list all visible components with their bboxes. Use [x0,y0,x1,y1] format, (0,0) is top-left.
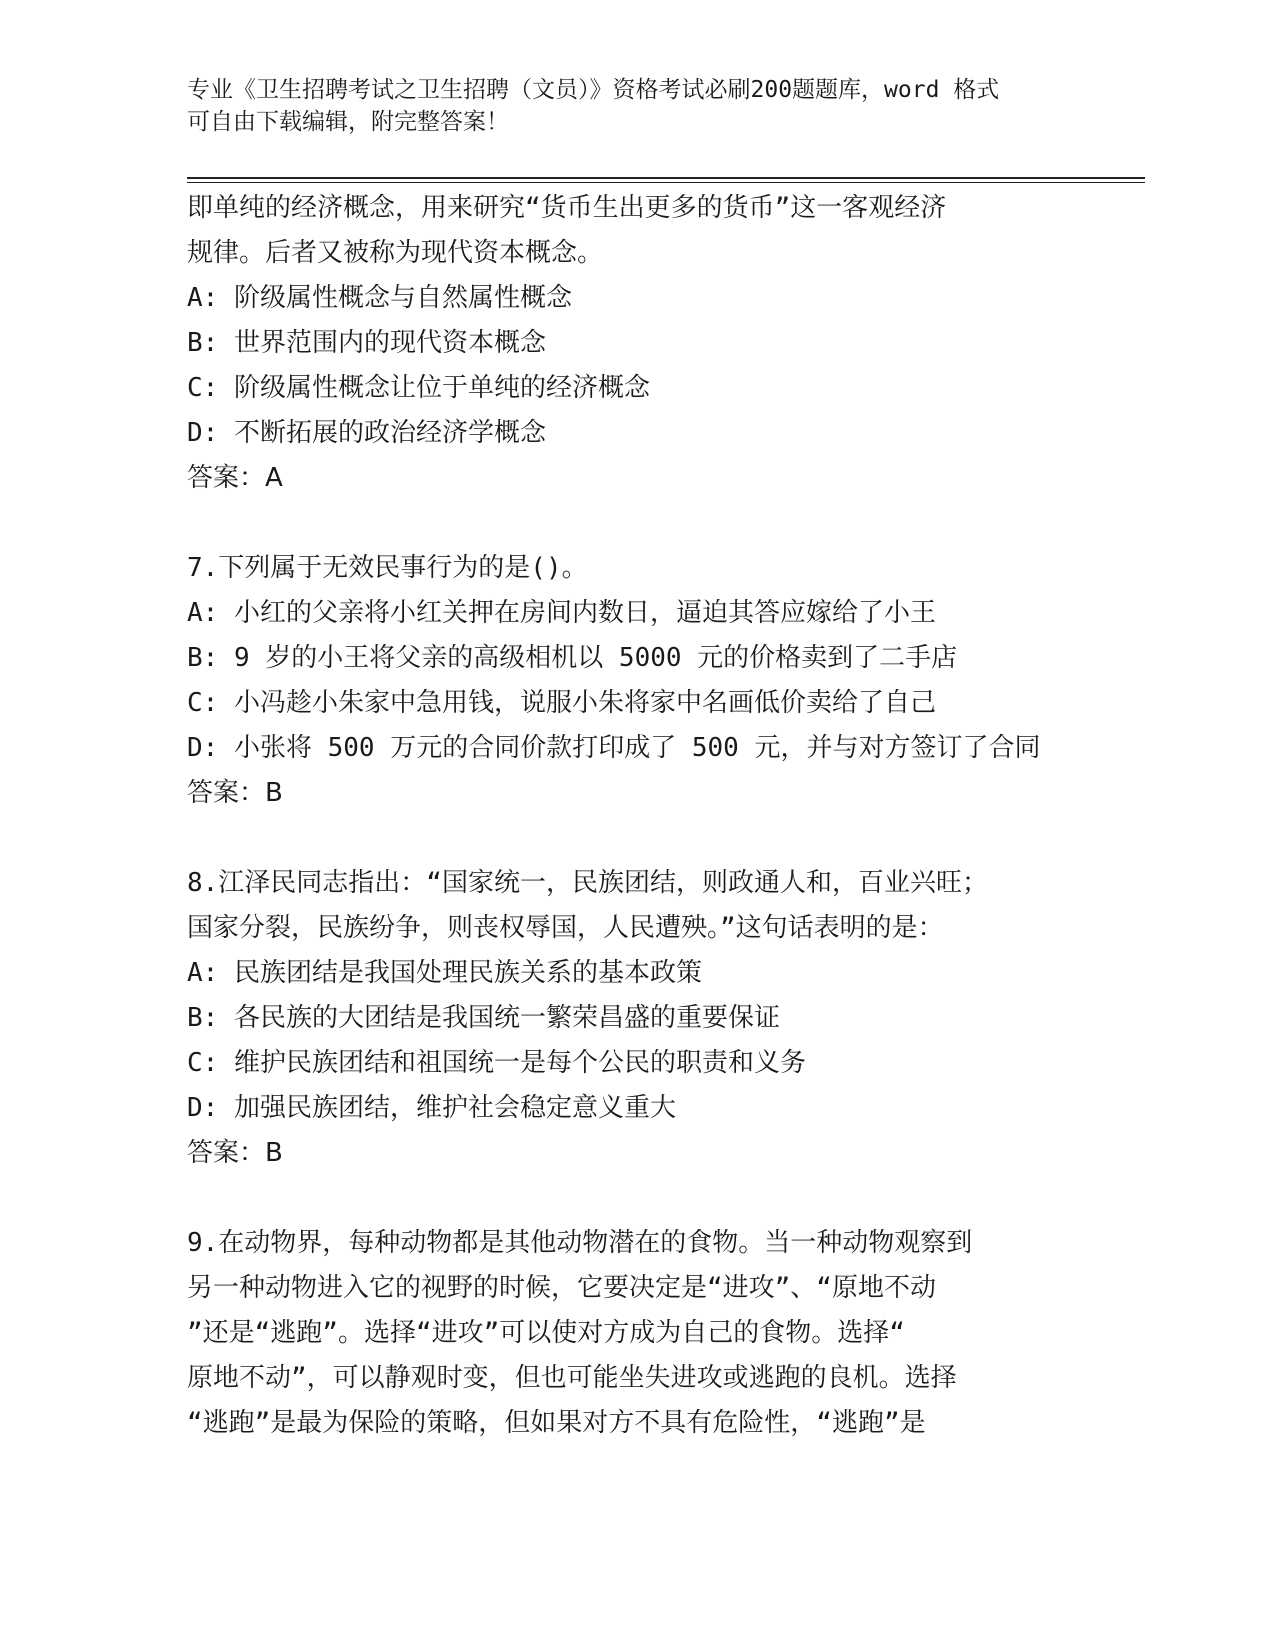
option-c: C: 阶级属性概念让位于单纯的经济概念 [187,373,650,403]
option-d: D: 小张将 500 万元的合同价款打印成了 500 元，并与对方签订了合同 [187,733,1041,763]
question-stem-line: 7.下列属于无效民事行为的是()。 [187,553,588,583]
question-stem-line: 原地不动”，可以静观时变，但也可能坐失进攻或逃跑的良机。选择 [187,1363,957,1393]
question-stem-line: 8.江泽民同志指出：“国家统一，民族团结，则政通人和，百业兴旺； [187,868,988,898]
question-stem-line: ”还是“逃跑”。选择“进攻”可以使对方成为自己的食物。选择“ [187,1318,905,1348]
option-b: B: 各民族的大团结是我国统一繁荣昌盛的重要保证 [187,1003,780,1033]
header-line-2: 可自由下载编辑，附完整答案！ [187,109,509,135]
question-spacer [187,816,1117,861]
question-7 [187,546,1117,816]
question-stem-line: 规律。后者又被称为现代资本概念。 [187,238,604,268]
option-b: B: 9 岁的小王将父亲的高级相机以 5000 元的价格卖到了二手店 [187,643,958,673]
question-spacer [187,501,1117,546]
question-stem-line: “逃跑”是最为保险的策略，但如果对方不具有危险性，“逃跑”是 [187,1408,926,1438]
option-c: C: 小冯趁小朱家中急用钱，说服小朱将家中名画低价卖给了自己 [187,688,936,718]
option-a: A: 民族团结是我国处理民族关系的基本政策 [187,958,702,988]
question-8 [187,861,1117,1176]
option-d: D: 加强民族团结，维护社会稳定意义重大 [187,1093,676,1123]
answer-line: 答案：B [187,1138,283,1168]
question-stem-line: 另一种动物进入它的视野的时候，它要决定是“进攻”、“原地不动 [187,1273,936,1303]
question-9 [187,1221,1117,1446]
question-6 [187,186,1117,501]
option-d: D: 不断拓展的政治经济学概念 [187,418,546,448]
question-stem-line: 9.在动物界，每种动物都是其他动物潜在的食物。当一种动物观察到 [187,1228,973,1258]
option-c: C: 维护民族团结和祖国统一是每个公民的职责和义务 [187,1048,806,1078]
answer-line: 答案：B [187,778,283,808]
option-a: A: 小红的父亲将小红关押在房间内数日，逼迫其答应嫁给了小王 [187,598,936,628]
question-spacer [187,1176,1117,1221]
question-stem-line: 国家分裂，民族纷争，则丧权辱国，人民遭殃。”这句话表明的是： [187,913,944,943]
option-b: B: 世界范围内的现代资本概念 [187,328,546,358]
header-divider-thin [187,182,1145,183]
document-header [187,74,1087,138]
header-line-1: 专业《卫生招聘考试之卫生招聘（文员）》资格考试必刷200题题库，word 格式 [187,77,1000,103]
option-a: A: 阶级属性概念与自然属性概念 [187,283,572,313]
answer-line: 答案：A [187,463,283,493]
question-stem-line: 即单纯的经济概念，用来研究“货币生出更多的货币”这一客观经济 [187,193,947,223]
question-content [187,186,1117,1446]
header-divider-thick [187,177,1145,179]
